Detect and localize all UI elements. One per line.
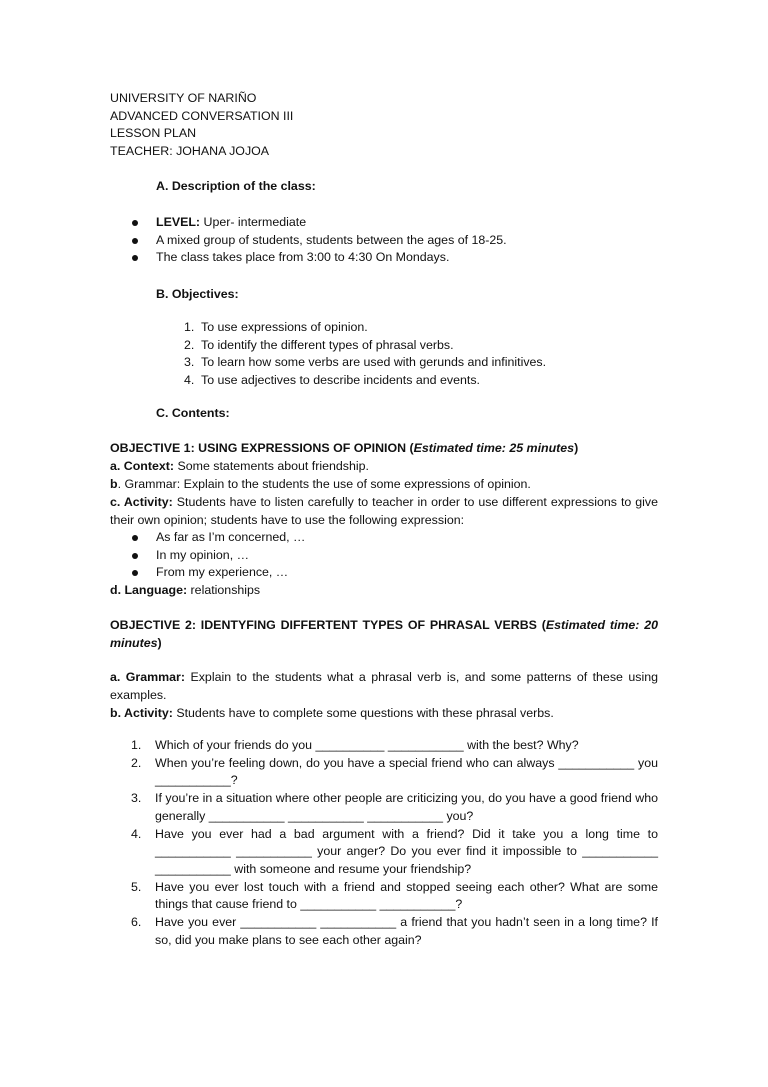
list-item: 6. Have you ever ___________ ___________ a friend that you hadn’t seen in a long time? If so, did you make plans to see each other again? bbox=[131, 915, 658, 947]
list-item: 4. Have you ever had a bad argument with a friend? Did it take you a long time to ___________ ___________ your anger? Do you ever find it impossible to ___________ ___________ with someone and resume your friendship? bbox=[131, 826, 658, 876]
objective-2-grammar: a. Grammar: Explain to the students what a phrasal verb is, and some patterns of these using examples. bbox=[110, 670, 658, 702]
section-b-heading: B. Objectives: bbox=[156, 287, 239, 301]
document-header bbox=[110, 90, 293, 161]
list-item: 4. To use adjectives to describe incidents and events. bbox=[184, 373, 480, 388]
list-item: 1. To use expressions of opinion. bbox=[184, 320, 368, 334]
list-item: The class takes place from 3:00 to 4:30 On Mondays. bbox=[156, 249, 507, 267]
list-item: As far as I’m concerned, … bbox=[156, 529, 305, 547]
objective-2-activity: b. Activity: Students have to complete some questions with these phrasal verbs. bbox=[110, 706, 554, 720]
list-item: A mixed group of students, students between the ages of 18-25. bbox=[156, 232, 507, 250]
objective-2-title: OBJECTIVE 2: IDENTYFING DIFFERTENT TYPES OF PHRASAL VERBS (Estimated time: 20 minutes) bbox=[110, 618, 658, 650]
list-item: From my experience, … bbox=[156, 564, 305, 582]
list-item: 3. If you’re in a situation where other people are criticizing you, do you have a good friend who generally ___________ ___________ ___________ you? bbox=[131, 791, 658, 823]
university-name: UNIVERSITY OF NARIÑO bbox=[110, 91, 257, 105]
objective-1-language: d. Language: relationships bbox=[110, 583, 261, 597]
phrasal-verb-questions bbox=[131, 737, 658, 949]
opinion-expressions-list bbox=[156, 529, 305, 582]
objectives-list bbox=[184, 319, 547, 390]
teacher-line: TEACHER: JOHANA JOJOA bbox=[110, 144, 270, 159]
class-description-list bbox=[156, 214, 507, 267]
list-item: 2. When you’re feeling down, do you have a special friend who can always ___________ you ___________? bbox=[131, 755, 658, 788]
course-name: ADVANCED CONVERSATION III bbox=[110, 108, 294, 123]
section-c-heading: C. Contents: bbox=[156, 406, 230, 420]
list-item: 1. Which of your friends do you __________ ___________ with the best? Why? bbox=[131, 738, 579, 752]
objective-1-activity: c. Activity: Students have to listen carefully to teacher in order to use different expressions to give their own opinion; students have to use the following expression: bbox=[110, 495, 658, 527]
list-item: In my opinion, … bbox=[156, 547, 305, 565]
section-a-heading: A. Description of the class: bbox=[156, 179, 316, 193]
objective-1-title: OBJECTIVE 1: USING EXPRESSIONS OF OPINION (Estimated time: 25 minutes) bbox=[110, 441, 579, 455]
list-item: 5. Have you ever lost touch with a friend and stopped seeing each other? What are some things that cause friend to ___________ ___________? bbox=[131, 879, 658, 912]
objective-1-grammar: b. Grammar: Explain to the students the use of some expressions of opinion. bbox=[110, 477, 531, 491]
list-item: LEVEL: Uper- intermediate bbox=[156, 214, 507, 232]
list-item: 3. To learn how some verbs are used with gerunds and infinitives. bbox=[184, 355, 547, 370]
doc-type: LESSON PLAN bbox=[110, 126, 197, 141]
list-item: 2. To identify the different types of phrasal verbs. bbox=[184, 337, 454, 352]
objective-1-context: a. Context: Some statements about friendship. bbox=[110, 459, 369, 473]
